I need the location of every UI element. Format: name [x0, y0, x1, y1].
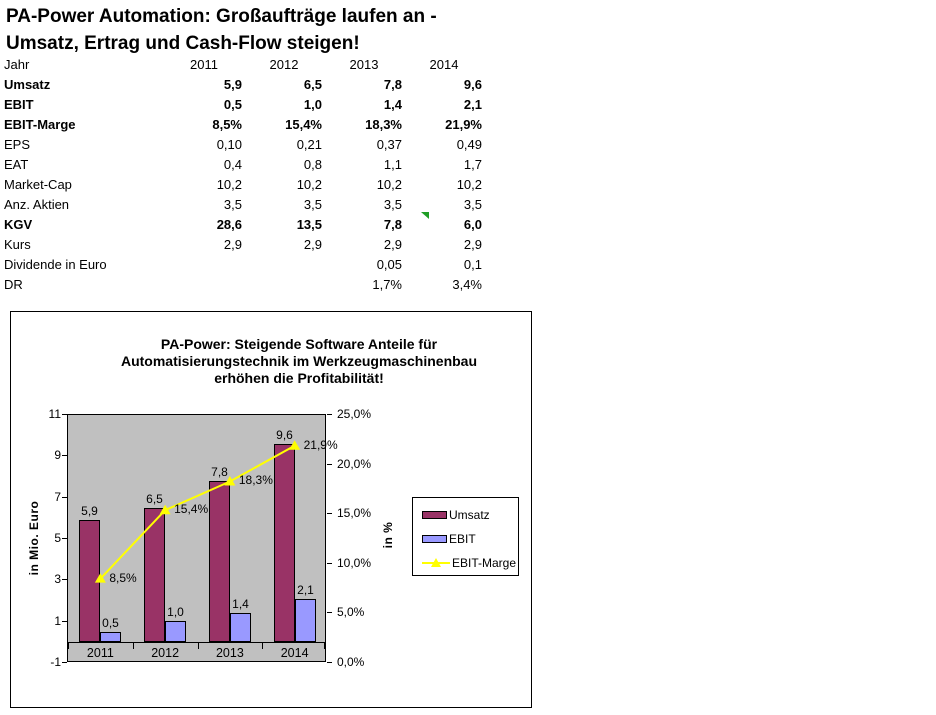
row-label-cell[interactable]: DR [4, 277, 23, 292]
value-cell[interactable]: 10,2 [456, 177, 482, 192]
table-row [4, 275, 484, 295]
value-cell[interactable]: 0,05 [376, 257, 402, 272]
value-cell[interactable]: 3,5 [303, 197, 322, 212]
value-cell[interactable]: 10,2 [216, 177, 242, 192]
line-value-label: 15,4% [174, 502, 209, 517]
table-row [4, 115, 484, 135]
value-cell[interactable]: 3,5 [463, 197, 482, 212]
value-cell[interactable]: 1,7 [463, 157, 482, 172]
row-label-cell[interactable]: Kurs [4, 237, 31, 252]
value-cell[interactable]: 6,5 [303, 77, 322, 92]
right-axis-tick [327, 414, 332, 415]
chart-area[interactable] [10, 311, 532, 708]
row-label-cell[interactable]: Umsatz [4, 77, 51, 92]
value-cell[interactable]: 2,1 [463, 97, 482, 112]
value-cell[interactable] [164, 275, 244, 295]
chart-title-line1: PA-Power: Steigende Software Anteile für [160, 336, 438, 352]
bar-value-label: 1,4 [232, 597, 249, 611]
left-axis-title: in Mio. Euro [27, 500, 41, 576]
category-label: 2013 [215, 646, 244, 660]
right-axis-tick [327, 612, 332, 613]
left-axis-tick-label: 1 [54, 613, 61, 628]
value-cell[interactable]: 10,2 [376, 177, 402, 192]
right-axis-tick [327, 513, 332, 514]
year-header-cell[interactable]: 2011 [190, 57, 218, 72]
table-row [4, 75, 484, 95]
chart-title [69, 336, 529, 387]
left-axis-tick-label: -1 [50, 655, 61, 669]
value-cell[interactable]: 6,0 [463, 217, 482, 232]
legend-item[interactable] [422, 551, 518, 575]
value-cell[interactable]: 5,9 [223, 77, 242, 92]
chart-title-line3: erhöhen die Profitabilität! [214, 370, 384, 386]
year-header-cell[interactable]: 2012 [269, 57, 299, 72]
category-label: 2011 [86, 646, 114, 660]
year-header-cell[interactable]: 2013 [349, 57, 379, 72]
page-title-line2: Umsatz, Ertrag und Cash-Flow steigen! [6, 33, 360, 54]
legend-label: Umsatz [449, 508, 490, 522]
bar-value-label: 7,8 [211, 465, 228, 479]
row-label-cell[interactable]: Anz. Aktien [4, 197, 70, 212]
bar-value-label: 9,6 [276, 428, 293, 442]
line-value-label: 8,5% [109, 570, 137, 585]
value-cell[interactable]: 1,1 [383, 157, 402, 172]
legend-swatch-icon [422, 535, 447, 543]
value-cell[interactable]: 9,6 [463, 77, 482, 92]
row-label-cell[interactable]: EPS [4, 137, 31, 152]
value-cell[interactable]: 3,5 [223, 197, 242, 212]
table-row [4, 255, 484, 275]
left-axis-tick [62, 538, 67, 539]
value-cell[interactable]: 2,9 [463, 237, 482, 252]
category-label: 2014 [280, 646, 309, 660]
table-row [4, 195, 484, 215]
right-axis-tick-label: 10,0% [337, 555, 372, 570]
legend-swatch-icon [422, 511, 447, 519]
legend-label: EBIT-Marge [452, 556, 517, 570]
value-cell[interactable] [164, 255, 244, 275]
value-cell[interactable]: 0,37 [376, 137, 402, 152]
left-axis-tick-label: 5 [54, 531, 61, 545]
left-axis-tick [62, 455, 67, 456]
value-cell[interactable]: 2,9 [223, 237, 242, 252]
right-axis-tick-label: 0,0% [337, 655, 365, 669]
table-row [4, 235, 484, 255]
bar-value-label: 5,9 [81, 504, 98, 518]
table-row [4, 135, 484, 155]
table-row [4, 95, 484, 115]
value-cell[interactable]: 1,7% [372, 277, 402, 292]
value-cell[interactable]: 18,3% [365, 117, 402, 132]
value-cell[interactable]: 2,9 [303, 237, 322, 252]
right-axis-tick [327, 464, 332, 465]
value-cell[interactable]: 0,1 [463, 257, 482, 272]
value-cell[interactable]: 8,5% [212, 117, 242, 132]
value-cell[interactable]: 2,9 [383, 237, 402, 252]
bar-value-label: 6,5 [146, 492, 163, 506]
left-axis-tick-label: 11 [48, 407, 61, 421]
value-cell[interactable]: 1,0 [303, 97, 322, 112]
table-header-row [4, 55, 484, 75]
row-label-cell[interactable]: EAT [4, 157, 29, 172]
legend-item[interactable] [422, 503, 518, 527]
legend-item[interactable] [422, 527, 518, 551]
table-body [4, 75, 484, 295]
left-axis-tick-label: 3 [54, 572, 61, 587]
value-cell[interactable]: 7,8 [383, 217, 402, 232]
value-cell[interactable] [244, 275, 324, 295]
row-label-cell[interactable]: Market-Cap [4, 177, 72, 192]
year-header-cell[interactable]: 2014 [429, 57, 459, 72]
row-label-cell[interactable]: Dividende in Euro [4, 257, 107, 272]
value-cell[interactable]: 3,5 [383, 197, 402, 212]
right-axis-tick-label: 25,0% [337, 407, 372, 421]
value-cell[interactable]: 0,5 [223, 97, 242, 112]
bar-value-label: 0,5 [102, 616, 119, 630]
value-cell[interactable]: 0,10 [216, 137, 242, 152]
row-label-cell[interactable]: EBIT [4, 97, 34, 112]
left-axis-tick [62, 579, 67, 580]
legend-line-marker-icon [422, 557, 450, 569]
line-value-label: 18,3% [238, 473, 273, 488]
right-axis-tick [327, 662, 332, 663]
financial-table [4, 55, 484, 295]
left-axis-tick [62, 621, 67, 622]
table-row [4, 155, 484, 175]
value-cell[interactable] [244, 255, 324, 275]
value-cell[interactable]: 0,21 [296, 137, 322, 152]
value-cell[interactable]: 0,4 [223, 157, 242, 172]
left-axis-tick [62, 662, 67, 663]
row-label-cell[interactable]: KGV [4, 217, 33, 232]
right-axis-tick-label: 15,0% [337, 506, 372, 521]
value-cell[interactable]: 1,4 [383, 97, 402, 112]
right-axis-title: in % [381, 521, 395, 549]
comment-flag-icon [421, 212, 429, 219]
bar-value-label: 1,0 [167, 605, 184, 619]
line-value-label: 21,9% [303, 437, 338, 452]
left-axis-tick-label: 9 [54, 448, 61, 463]
plot-area [67, 414, 338, 662]
category-label: 2012 [151, 646, 180, 660]
left-axis-tick [62, 497, 67, 498]
row-label-cell[interactable]: EBIT-Marge [4, 117, 76, 132]
bar-value-label: 2,1 [297, 583, 314, 597]
value-cell[interactable]: 0,8 [303, 157, 322, 172]
right-axis-tick-label: 20,0% [337, 456, 372, 471]
left-axis-tick [62, 414, 67, 415]
value-cell[interactable]: 10,2 [296, 177, 322, 192]
page-title [6, 3, 437, 57]
value-cell[interactable]: 28,6 [216, 217, 242, 232]
chart-legend [412, 497, 519, 576]
value-cell[interactable]: 21,9% [445, 117, 482, 132]
right-axis-tick [327, 563, 332, 564]
chart-title-line2: Automatisierungstechnik im Werkzeugmaschinenbau [120, 353, 478, 369]
table-row [4, 215, 484, 235]
page-title-line1: PA-Power Automation: Großaufträge laufen an - [6, 6, 437, 27]
value-cell[interactable]: 13,5 [296, 217, 322, 232]
value-cell[interactable]: 0,49 [456, 137, 482, 152]
legend-triangle-icon [431, 558, 441, 567]
right-axis-tick-label: 5,0% [337, 605, 365, 620]
value-cell[interactable]: 15,4% [285, 117, 322, 132]
table-row [4, 175, 484, 195]
value-cell[interactable]: 3,4% [452, 277, 482, 292]
value-cell[interactable]: 7,8 [383, 77, 402, 92]
header-label-cell[interactable]: Jahr [4, 57, 30, 72]
legend-label: EBIT [449, 532, 476, 546]
left-axis-tick-label: 7 [54, 489, 61, 504]
